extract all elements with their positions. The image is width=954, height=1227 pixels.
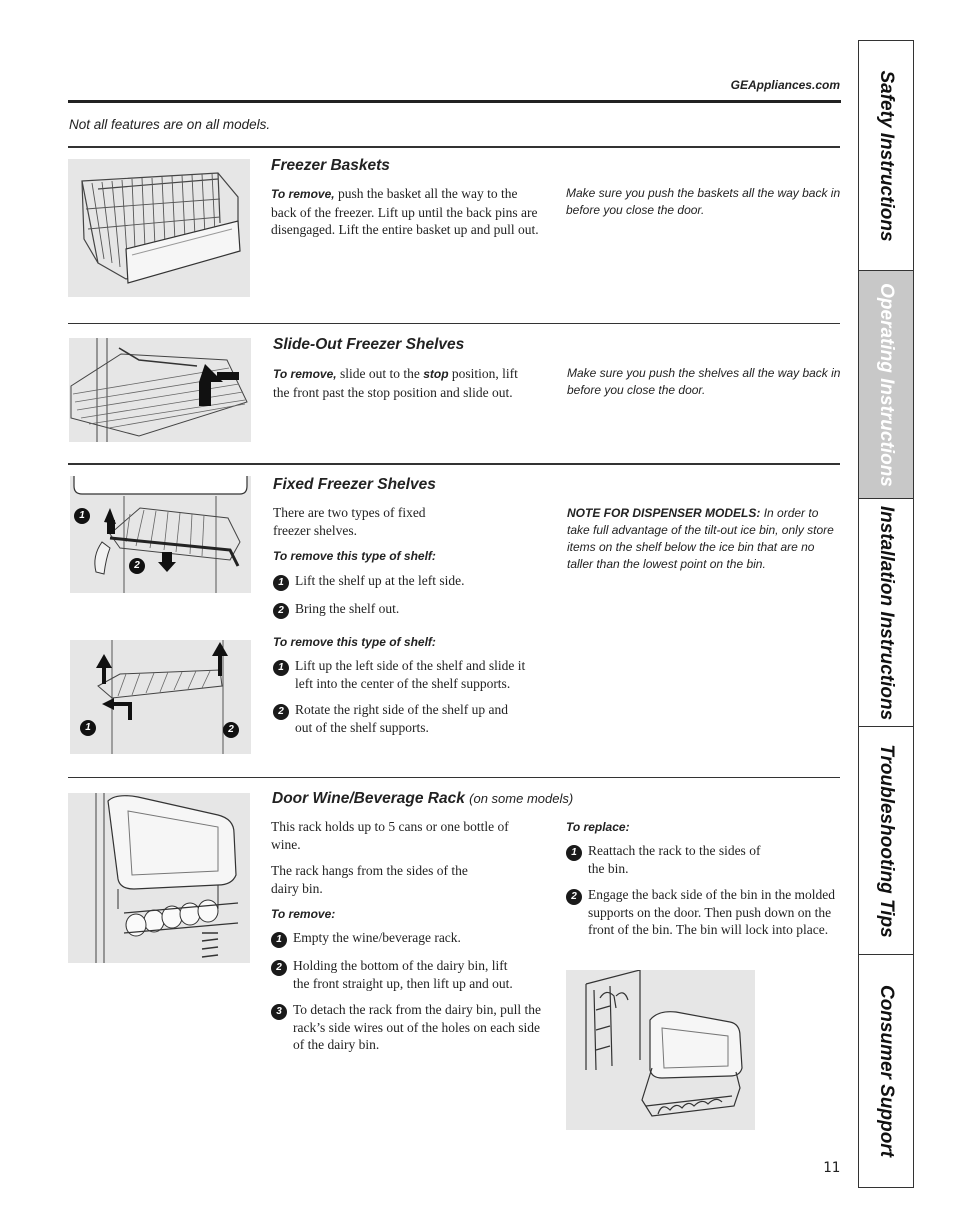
tab-label: Safety Instructions — [876, 69, 897, 242]
fixed-steps-2 — [273, 657, 545, 736]
step-item — [273, 572, 553, 591]
wine-replace-head: To replace: — [566, 820, 630, 834]
tab-consumer-support[interactable] — [859, 955, 913, 1186]
slideout-shelf-image — [69, 338, 251, 442]
tab-label: Consumer Support — [876, 984, 897, 1157]
step-item — [271, 957, 547, 992]
wine-rack-image — [68, 793, 250, 963]
fixed-steps-1 — [273, 572, 553, 619]
fixed-shelf-image-2 — [70, 640, 251, 754]
slideout-text-2: position, lift the front past the stop position and slide out. — [273, 366, 518, 400]
baskets-body — [271, 185, 541, 239]
step-item — [566, 886, 836, 939]
header-rule — [68, 100, 841, 103]
slideout-note: Make sure you push the shelves all the way back in before you close the door. — [567, 366, 841, 397]
slideout-stop: stop — [423, 367, 449, 381]
step-text: Bring the shelf out. — [295, 601, 400, 616]
fixed-subhead-2: To remove this type of shelf: — [273, 635, 436, 649]
image-step-2-marker: 2 — [223, 722, 239, 738]
baskets-title: Freezer Baskets — [271, 157, 390, 174]
image-step-2-marker: 2 — [129, 558, 145, 574]
tab-safety-instructions[interactable] — [859, 41, 913, 271]
baskets-text: push the basket all the way to the back of the freezer. Lift up until the back pins are disengaged. Lift the entire basket up and pull out. — [271, 186, 539, 237]
baskets-note: Make sure you push the baskets all the way back in before you close the door. — [566, 186, 841, 217]
slideout-text-1: slide out to the — [336, 366, 424, 381]
image-step-1-marker: 1 — [80, 720, 96, 736]
step-text: Rotate the right side of the shelf up and out of the shelf supports. — [295, 702, 508, 735]
wine-paragraph-1: This rack holds up to 5 cans or one bottle of wine. — [271, 819, 509, 852]
fixed-shelf-image-1 — [70, 476, 251, 593]
slideout-lead: To remove, — [273, 367, 337, 381]
section-divider — [68, 323, 840, 324]
wine-remove-head: To remove: — [271, 907, 336, 921]
step-item — [273, 600, 553, 619]
baskets-lead: To remove, — [271, 187, 335, 201]
section-tabs — [858, 40, 914, 1188]
freezer-basket-image — [68, 159, 250, 297]
image-step-1-marker: 1 — [74, 508, 90, 524]
step-text: Reattach the rack to the sides of the bin. — [588, 843, 761, 876]
tab-label: Operating Instructions — [876, 282, 897, 487]
tab-label: Installation Instructions — [876, 505, 897, 720]
tab-troubleshooting-tips[interactable] — [859, 727, 913, 955]
step-text: Lift up the left side of the shelf and slide it left into the center of the shelf supports. — [295, 658, 526, 691]
step-item — [273, 657, 545, 692]
wine-title — [272, 790, 573, 808]
step-text: Empty the wine/beverage rack. — [293, 930, 461, 945]
wine-rack-replace-image — [566, 970, 755, 1130]
step-number: 2 — [273, 704, 289, 720]
tab-installation-instructions[interactable] — [859, 499, 913, 727]
step-item — [271, 929, 547, 948]
step-number: 1 — [566, 845, 582, 861]
tab-operating-instructions[interactable] — [859, 271, 913, 499]
slideout-title: Slide-Out Freezer Shelves — [273, 336, 465, 353]
step-number: 1 — [271, 932, 287, 948]
models-note: Not all features are on all models. — [69, 117, 271, 132]
wine-title-sub: (on some models) — [469, 791, 574, 806]
step-item — [273, 701, 545, 736]
step-item — [566, 842, 836, 877]
wine-title-main: Door Wine/Beverage Rack — [272, 790, 465, 807]
step-number: 2 — [271, 960, 287, 976]
wine-replace-steps — [566, 842, 836, 939]
page-number: 11 — [823, 1160, 840, 1176]
fixed-subhead-1: To remove this type of shelf: — [273, 549, 436, 563]
wine-remove-steps — [271, 929, 547, 1054]
step-text: Holding the bottom of the dairy bin, lift the front straight up, then lift up and out. — [293, 958, 513, 991]
step-text: To detach the rack from the dairy bin, pull the rack’s side wires out of the holes on each side of the dairy bin. — [293, 1002, 541, 1052]
tab-label: Troubleshooting Tips — [876, 743, 897, 938]
step-number: 2 — [273, 603, 289, 619]
step-number: 1 — [273, 575, 289, 591]
dispenser-note-lead: NOTE FOR DISPENSER MODELS: — [567, 506, 761, 520]
step-number: 1 — [273, 660, 289, 676]
slideout-body — [273, 365, 518, 401]
step-text: Lift the shelf up at the left side. — [295, 573, 465, 588]
dispenser-note — [567, 505, 842, 573]
fixed-intro: There are two types of fixed freezer shelves. — [273, 505, 426, 538]
wine-paragraph-2: The rack hangs from the sides of the dairy bin. — [271, 863, 468, 896]
step-number: 3 — [271, 1004, 287, 1020]
site-url: GEAppliances.com — [730, 78, 840, 92]
section-divider — [68, 146, 840, 148]
section-divider — [68, 777, 840, 778]
step-item — [271, 1001, 547, 1054]
step-text: Engage the back side of the bin in the molded supports on the door. Then push down on the front of the bin. The bin will lock into place. — [588, 887, 836, 937]
fixed-title: Fixed Freezer Shelves — [273, 476, 436, 493]
section-divider — [68, 463, 840, 465]
step-number: 2 — [566, 889, 582, 905]
dispenser-note-text: In order to take full advantage of the tilt-out ice bin, only store items on the shelf below the ice bin that are no taller than the lowest point on the bin. — [567, 506, 834, 571]
